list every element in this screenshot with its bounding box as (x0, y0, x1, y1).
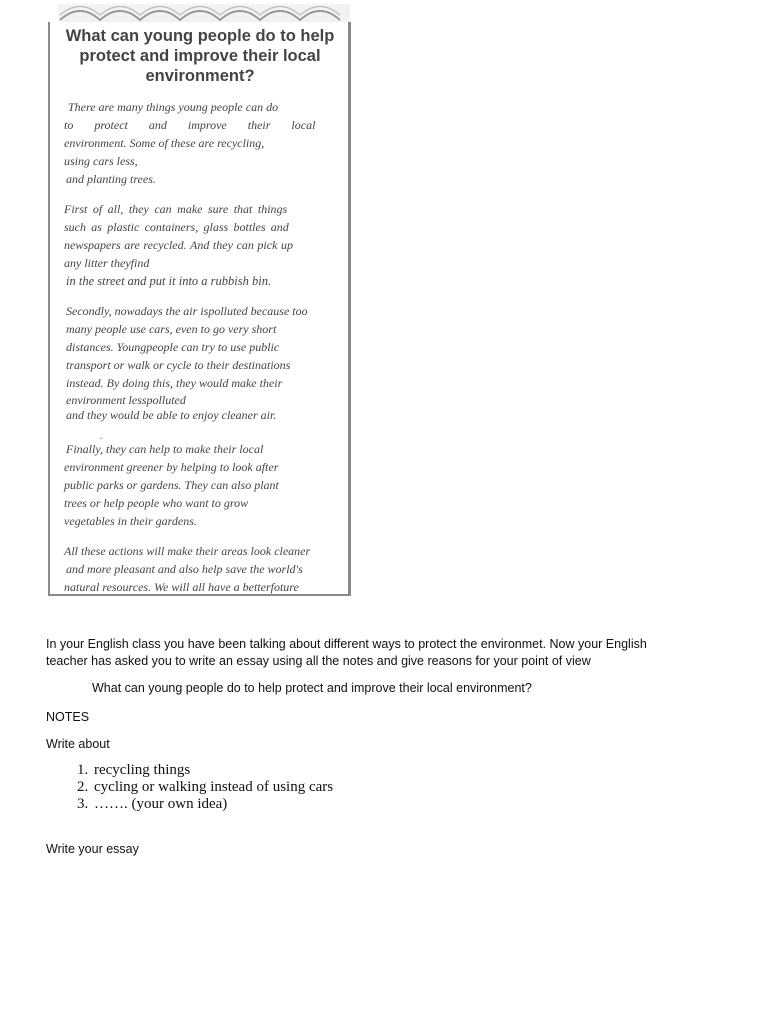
note-item: 2. cycling or walking instead of using cars (92, 779, 333, 796)
text-line: and more pleasant and also help save the world's (66, 562, 303, 576)
notes-list (56, 762, 333, 813)
paragraph-greener (64, 440, 314, 530)
note-item: 1. recycling things (92, 762, 333, 779)
text-line: Secondly, nowadays the air ispolluted because too (66, 304, 308, 318)
paragraph-recycling (64, 200, 326, 290)
reading-card (48, 4, 350, 596)
text-line: natural resources. We will all have a betterfoture (64, 580, 299, 594)
text-line: instead. By doing this, they would make their (66, 376, 283, 390)
text-line: public parks or gardens. They can also plant (64, 478, 279, 492)
text-line: environment lesspolluted (66, 393, 186, 407)
text-line: Finally, they can help to make their local (66, 442, 264, 456)
text-line: vegetables in their gardens. (64, 514, 197, 528)
paragraph-intro (64, 98, 316, 188)
text-line: There are many things young people can do (68, 100, 279, 114)
text-line: transport or walk or cycle to their destinations (66, 358, 291, 372)
write-essay-label: Write your essay (46, 842, 139, 856)
text-line: environment greener by helping to look after (64, 460, 279, 474)
text-line: using cars less, (64, 154, 138, 168)
notes-heading: NOTES (46, 710, 90, 724)
card-title: What can young people do to help protect and improve their local environment? (65, 27, 335, 85)
note-item: 3. ……. (your own idea) (92, 796, 333, 813)
stray-dot: . (100, 431, 103, 442)
text-line: many people use cars, even to go very short (66, 322, 277, 336)
text-line: trees or help people who want to grow (64, 496, 249, 510)
task-instructions: In your English class you have been talking about different ways to protect the environmet. Now your English teacher has asked you to write an essay using all the notes and give reasons for your point of view (46, 637, 647, 668)
text-line: distances. Youngpeople can try to use public (66, 340, 280, 354)
write-about-label: Write about (46, 737, 110, 751)
text-line: newspapers are recycled. And they can pick up (64, 238, 294, 252)
text-line: and they would be able to enjoy cleaner air. (66, 408, 277, 422)
text-line: to protect and improve their local (64, 118, 316, 132)
text-line: any litter theyfind (64, 256, 150, 270)
decorative-border-strip (58, 4, 350, 22)
text-line: All these actions will make their areas look cleaner (64, 544, 311, 558)
paragraph-conclusion (64, 542, 334, 596)
paragraph-pollution (66, 302, 334, 422)
text-line: environment. Some of these are recycling, (64, 136, 265, 150)
text-line: First of all, they can make sure that things (64, 202, 288, 216)
text-line: in the street and put it into a rubbish bin. (66, 274, 272, 288)
text-line: and planting trees. (66, 172, 156, 186)
essay-question: What can young people do to help protect and improve their local environment? (92, 681, 532, 695)
text-line: such as plastic containers, glass bottles and (64, 220, 289, 234)
